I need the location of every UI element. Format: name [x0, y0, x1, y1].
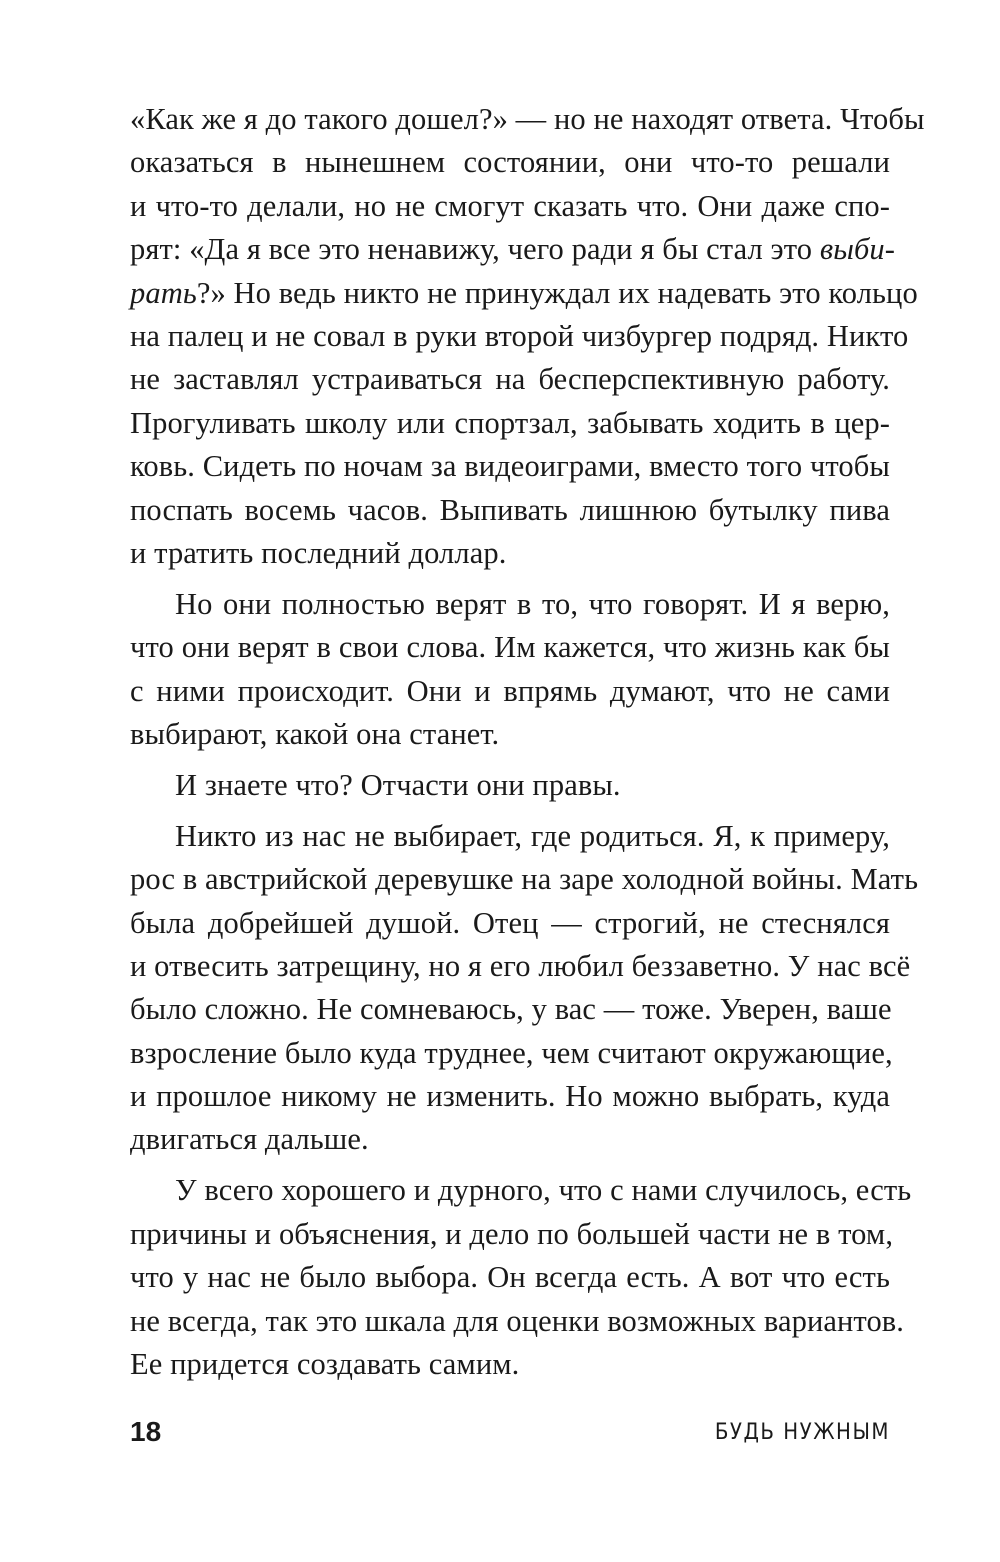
text-line: двигаться дальше. — [130, 1122, 369, 1157]
text-line: выбирают, какой она станет. — [130, 716, 500, 751]
running-title: БУДЬ НУЖНЫМ — [714, 1420, 890, 1445]
paragraph-gap — [130, 1162, 890, 1170]
text-fragment: рят: «Да я все это ненавижу, чего ради я бы стал это — [130, 232, 820, 267]
text-line: взросление было куда труднее, чем считают окружающие, — [130, 1035, 893, 1070]
text-line: Но они полностью верят в то, что говорят. И я верю, — [175, 586, 890, 621]
text-line: Прогуливать школу или спортзал, забывать ходить в цер- — [130, 405, 890, 440]
text-line: рос в австрийской деревушке на заре холодной войны. Мать — [130, 862, 919, 897]
text-line: была добрейшей душой. Отец — строгий, не стеснялся — [130, 905, 890, 940]
paragraph-gap — [130, 756, 890, 764]
text-line: У всего хорошего и дурного, что с нами случилось, есть — [175, 1173, 912, 1208]
text-line: Ее придется создавать самим. — [130, 1346, 520, 1381]
page-number: 18 — [130, 1416, 162, 1447]
italic-fragment: выби- — [819, 232, 896, 267]
text-line: что у нас не было выбора. Он всегда есть. А вот что есть — [130, 1260, 890, 1295]
text-line: поспать восемь часов. Выпивать лишнюю бутылку пива — [130, 492, 890, 527]
text-line: И знаете что? Отчасти они правы. — [175, 767, 621, 802]
text-line: ковь. Сидеть по ночам за видеоиграми, вместо того чтобы — [130, 449, 890, 484]
text-line: «Как же я до такого дошел?» — но не находят ответа. Чтобы — [130, 102, 925, 136]
text-line: Никто из нас не выбирает, где родиться. Я, к примеру, — [175, 818, 890, 853]
text-fragment: ?» Но ведь никто не принуждал их надевать это кольцо — [196, 275, 918, 310]
text-line: было сложно. Не сомневаюсь, у вас — тоже. Уверен, ваше — [130, 992, 892, 1027]
text-line — [130, 228, 896, 271]
paragraph-gap — [130, 575, 890, 583]
text-line: оказаться в нынешнем состоянии, они что-то решали — [130, 145, 890, 180]
text-line: на палец и не совал в руки второй чизбургер подряд. Никто — [130, 318, 909, 353]
text-line — [130, 272, 918, 315]
text-line: с ними происходит. Они и впрямь думают, что не сами — [130, 673, 890, 708]
text-line: и тратить последний доллар. — [130, 535, 507, 570]
text-line: и что-то делали, но не смогут сказать что. Они даже спо- — [130, 188, 890, 223]
text-line: и отвесить затрещину, но я его любил беззаветно. У нас всё — [130, 948, 911, 983]
page-footer — [130, 1412, 890, 1452]
text-line: причины и объяснения, и дело по большей части не в том, — [130, 1216, 894, 1251]
text-line: не всегда, так это шкала для оценки возможных вариантов. — [130, 1303, 905, 1338]
body-text — [130, 98, 925, 1386]
text-line: и прошлое никому не изменить. Но можно выбрать, куда — [130, 1079, 890, 1114]
text-line: не заставлял устраиваться на бесперспективную работу. — [130, 362, 890, 397]
italic-fragment: рать — [130, 275, 197, 310]
text-line: что они верят в свои слова. Им кажется, что жизнь как бы — [130, 630, 890, 665]
paragraph-gap — [130, 807, 890, 815]
